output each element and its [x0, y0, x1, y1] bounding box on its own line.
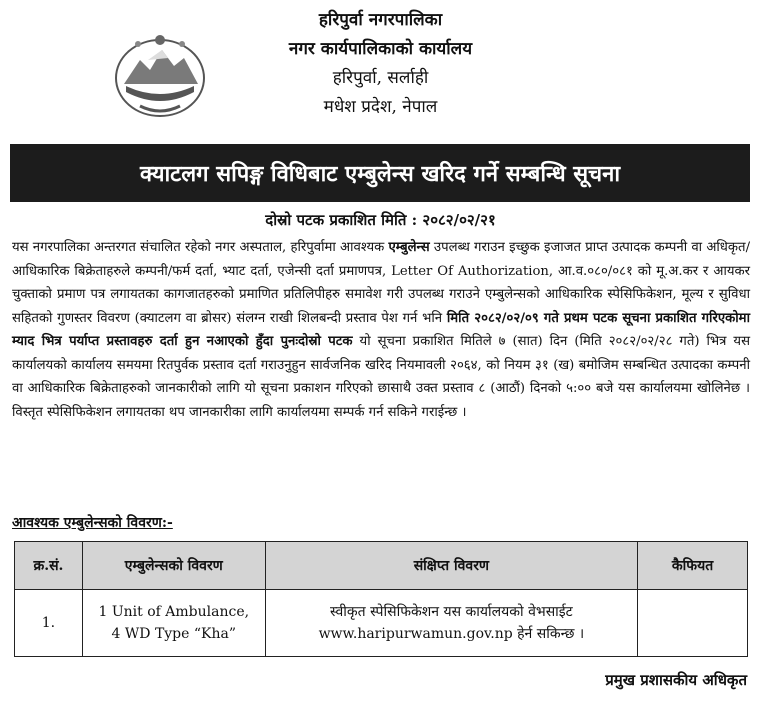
- body-text-3: यो सूचना प्रकाशित मितिले ७ (सात) दिन (मिति २०८२/०२/२८ गते) भित्र यस कार्यालयको कार्यालय समयमा रितपुर्वक प्रस्ताव दर्ता गराउनुहुन सार्वजनिक खरिद नियमावली २०६४, को नियम ३१ (ख) बमोजिम सम्बन्धित उत्पादका कम्पनी वा आधिकारिक बिक्रेताहरुको जानकारीको लागि यो सूचना प्रकाशन गरिएको छासाथै उक्त प्रस्ताव ८ (आठौं) दिनको ५:०० बजे यस कार्यालयमा खोलिनेछ । विस्तृत स्पेसिफिकेशन लगायतका थप जानकारीका लागि कार्यालयमा सम्पर्क गर्न सकिने गराईन्छ ।: [12, 334, 750, 420]
- office-name: नगर कार्यपालिकाको कार्यालय: [288, 39, 473, 59]
- ambulance-desc-line1: 1 Unit of Ambulance,: [98, 604, 250, 620]
- body-bold-2: मिति २०८२/०२/०९ गते प्रथम पटक सूचना प्रकाशित गरिएकोमा म्याद भित्र पर्याप्त प्रस्तावहरु दर्ता हुन नआएको हुँदा पुनःदोस्रो पटक: [12, 310, 750, 349]
- body-text-2: उपलब्ध गराउन इच्छुक इजाजत प्राप्त उत्पादक कम्पनी वा अधिकृत/आधिकारिक बिक्रेताहरुले कम्पनी/फर्म दर्ता, भ्याट दर्ता, एजेन्सी दर्ता प्रमाणपत्र, Letter Of Authorization, आ.व.०८०/०८१ को मू.अ.कर र आयकर चुक्ताको प्रमाण पत्र लगायतका कागजातहरुको प्रमाणित प्रतिलिपीहरु समावेश गरी उपलब्ध गराउने एम्बुलेन्सको आधिकारिक स्पेसिफिकेशन, मूल्य र सुविधा सहितको गुणस्तर विवरण (क्याटलग वा ब्रोसर) संलग्न राखी शिलबन्दी प्रस्ताव पेश गर्न भनि: [12, 240, 751, 326]
- cell-brief-desc: [265, 590, 638, 657]
- brief-desc-line2: www.haripurwamun.gov.np हेर्न सकिन्छ ।: [318, 626, 585, 642]
- publication-date: दोस्रो पटक प्रकाशित मिति : २०८२/०२/२१: [265, 211, 496, 229]
- spec-heading: आवश्यक एम्बुलेन्सको विवरण:-: [12, 515, 173, 531]
- ambulance-desc-line2: 4 WD Type “Kha”: [111, 626, 237, 642]
- header-ambulance-desc: एम्बुलेन्सको विवरण: [82, 542, 265, 590]
- ambulance-spec-table: [14, 541, 748, 657]
- office-location: हरिपुर्वा, सर्लाही: [332, 68, 429, 88]
- header-remarks: कैफियत: [638, 542, 748, 590]
- table-row: [15, 590, 748, 657]
- cell-ambulance-desc: [82, 590, 265, 657]
- notice-title-bar: [10, 144, 750, 202]
- notice-title: क्याटलग सपिङ्ग विधिबाट एम्बुलेन्स खरिद गर्ने सम्बन्धि सूचना: [139, 162, 621, 187]
- header-serial: क्र.सं.: [15, 542, 83, 590]
- signature-title: प्रमुख प्रशासकीय अधिकृत: [605, 671, 747, 689]
- header-brief-desc: संक्षिप्त विवरण: [265, 542, 638, 590]
- cell-serial: 1.: [15, 590, 83, 657]
- municipality-name: हरिपुर्वा नगरपालिका: [318, 10, 443, 30]
- province-country: मधेश प्रदेश, नेपाल: [323, 97, 438, 117]
- notice-header: [0, 0, 761, 140]
- cell-remarks: [638, 590, 748, 657]
- notice-body: [12, 236, 750, 424]
- brief-desc-line1: स्वीकृत स्पेसिफिकेशन यस कार्यालयको वेभसाईट: [330, 604, 573, 620]
- body-bold-1: एम्बुलेन्स: [388, 240, 430, 255]
- body-text-1: यस नगरपालिका अन्तरगत संचालित रहेको नगर अस्पताल, हरिपुर्वामा आवश्यक: [12, 240, 389, 255]
- table-header-row: [15, 542, 748, 590]
